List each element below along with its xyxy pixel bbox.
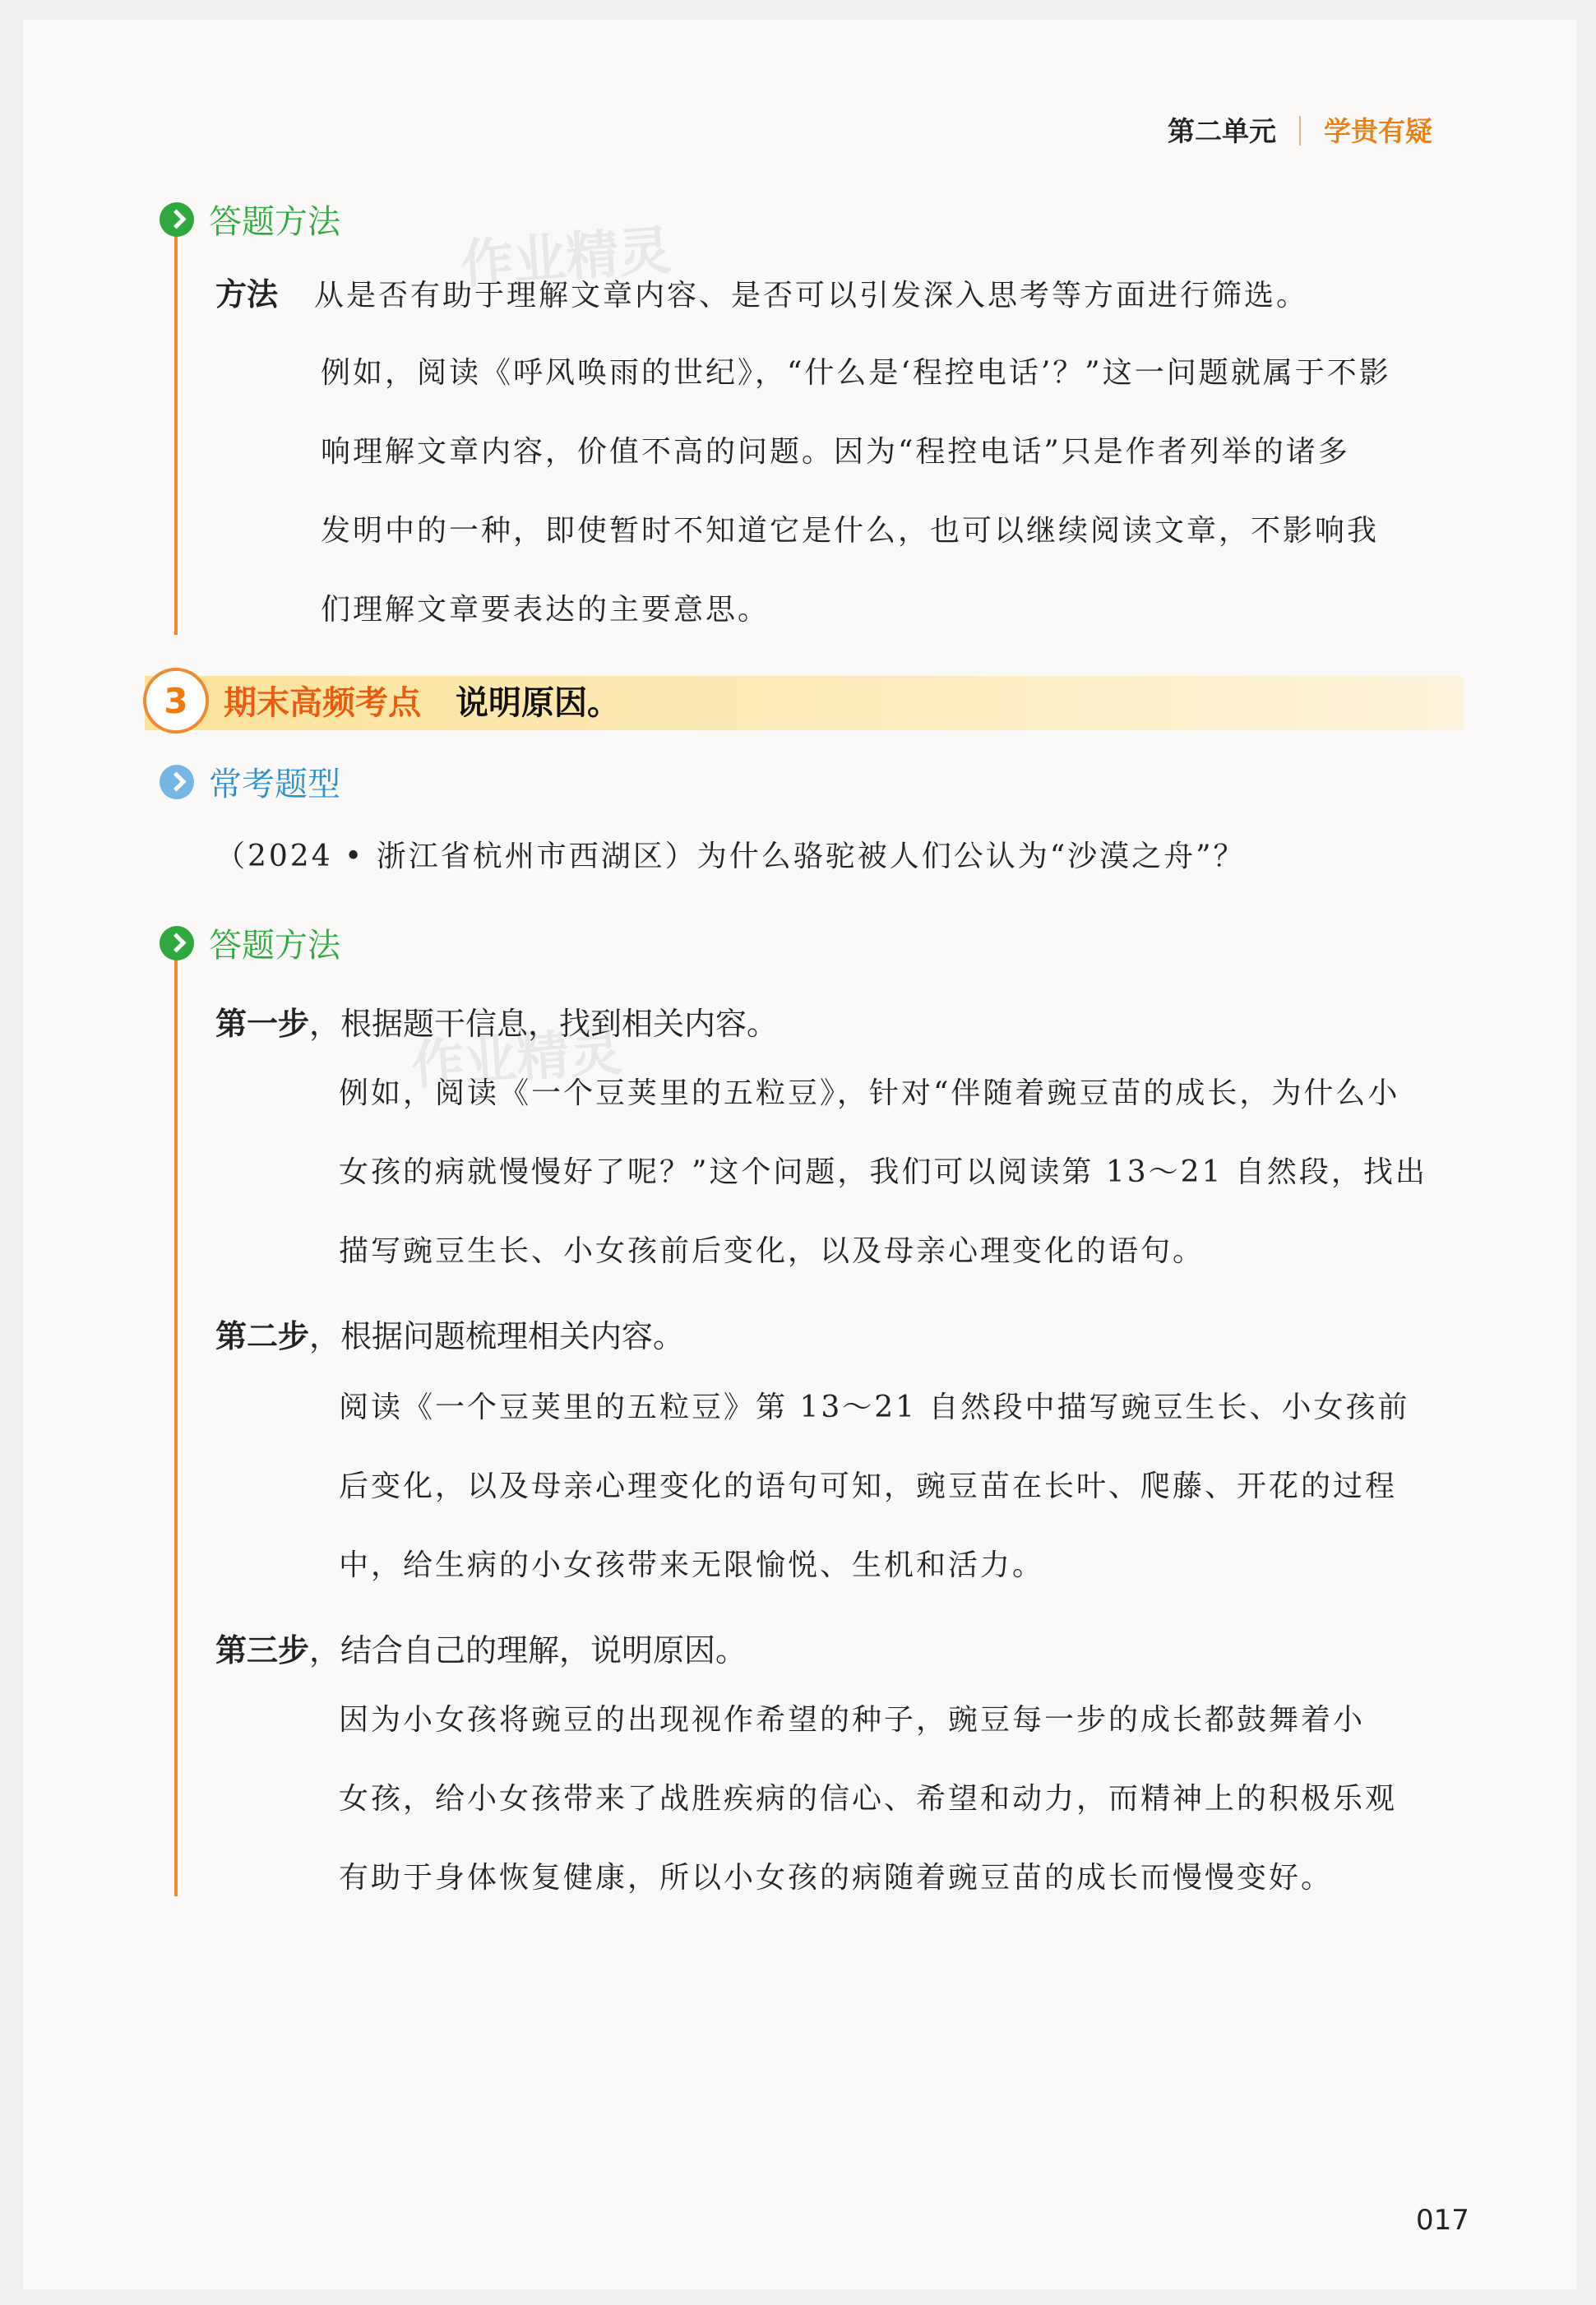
chevron-right-icon [160,926,194,960]
chevron-right-icon [160,202,194,237]
text-line: 女孩，给小女孩带来了战胜疾病的信心、希望和动力，而精神上的积极乐观 [339,1782,1398,1816]
text-line: 响理解文章内容，价值不高的问题。因为“程控电话”只是作者列举的诸多 [321,435,1350,469]
text-line: 发明中的一种，即使暂时不知道它是什么，也可以继续阅读文章，不影响我 [321,514,1380,548]
keypoint-topic: 说明原因。 [456,684,620,722]
question-text: （2024 • 浙江省杭州市西湖区）为什么骆驼被人们公认为“沙漠之舟”？ [215,840,1246,873]
text-line: 例如，阅读《呼风唤雨的世纪》，“什么是‘程控电话’？”这一问题就属于不影 [321,356,1391,390]
text-line: 阅读《一个豆荚里的五粒豆》第 13～21 自然段中描写豌豆生长、小女孩前 [339,1391,1410,1424]
header-divider [1299,116,1301,146]
method-paragraph [215,255,1308,336]
text-line: 因为小女孩将豌豆的出现视作希望的种子，豌豆每一步的成长都鼓舞着小 [339,1703,1366,1737]
text-line: 女孩的病就慢慢好了呢？”这个问题，我们可以阅读第 13～21 自然段，找出 [339,1155,1427,1189]
step-2-body [339,1368,1410,1605]
page-number: 017 [1416,2204,1469,2237]
step-3-body [339,1681,1397,1918]
step-text: ，根据问题梳理相关内容。 [309,1318,685,1354]
timeline-line-1 [174,224,178,635]
step-text: ，根据题干信息，找到相关内容。 [309,1006,779,1042]
text-line: 中，给生病的小女孩带来无限愉悦、生机和活力。 [339,1548,1045,1582]
step-2-heading [215,1311,684,1356]
exam-question [215,817,1246,896]
step-1-body [339,1054,1427,1291]
section-heading-text: 常考题型 [209,766,340,803]
unit-tag: 学贵有疑 [1324,115,1432,147]
keypoint-number: 3 [143,668,209,734]
section-heading-text: 答题方法 [209,927,340,965]
method-text: 从是否有助于理解文章内容、是否可以引发深入思考等方面进行筛选。 [314,279,1309,312]
step-label: 第三步 [215,1632,310,1669]
method-example [321,334,1391,650]
method-label: 方法 [215,276,279,312]
text-line: 例如，阅读《一个豆荚里的五粒豆》，针对“伴随着豌豆苗的成长，为什么小 [339,1076,1400,1110]
watermark: 作业精灵 [409,1021,624,1097]
text-line: 描写豌豆生长、小女孩前后变化，以及母亲心理变化的语句。 [339,1234,1205,1268]
step-label: 第一步 [215,1006,310,1042]
text-line: 后变化，以及母亲心理变化的语句可知，豌豆苗在长叶、爬藤、开花的过程 [339,1470,1398,1503]
step-3-heading [215,1625,747,1670]
section-heading-method-2 [160,919,340,966]
section-heading-text: 答题方法 [209,203,340,241]
unit-title: 第二单元 [1168,115,1276,147]
chevron-right-icon [160,765,194,799]
watermark: 作业精灵 [459,220,673,296]
keypoint-hot-label: 期末高频考点 [224,684,421,722]
keypoint-title [224,679,620,727]
section-heading-method-1 [160,196,340,243]
section-heading-question-type [160,758,340,805]
text-line: 们理解文章要表达的主要意思。 [321,593,770,627]
step-label: 第二步 [215,1318,310,1354]
timeline-line-2 [174,952,178,1896]
running-header [1168,110,1432,149]
step-text: ，结合自己的理解，说明原因。 [309,1632,747,1669]
text-line: 有助于身体恢复健康，所以小女孩的病随着豌豆苗的成长而慢慢变好。 [339,1861,1334,1895]
